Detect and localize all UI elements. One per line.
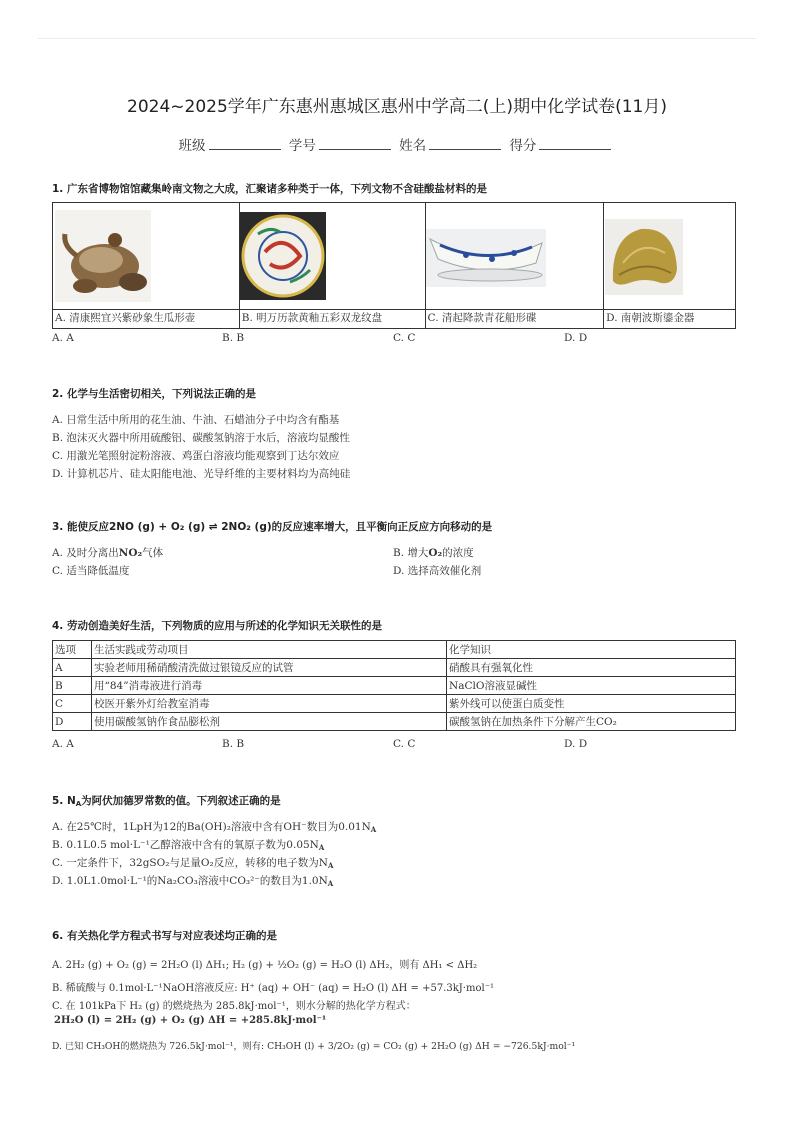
q2-option-c[interactable]: C. 用激光笔照射淀粉溶液、鸡蛋白溶液均能观察到丁达尔效应 bbox=[52, 450, 340, 462]
row-d-knowledge: 碳酸氢钠在加热条件下分解产生CO₂ bbox=[447, 713, 736, 731]
q5-na-sub: A bbox=[75, 800, 82, 808]
q5-option-b[interactable] bbox=[52, 837, 324, 852]
q1-option-d[interactable]: D. D bbox=[564, 332, 588, 344]
q5-c-text: C. 一定条件下，32gSO₂与足量O₂反应，转移的电子数为N bbox=[52, 857, 328, 869]
question-1-image-table bbox=[52, 202, 736, 329]
q5-c-sub: A bbox=[327, 861, 334, 870]
q4-option-b[interactable]: B. B bbox=[222, 738, 245, 750]
q4-option-a[interactable]: A. A bbox=[52, 738, 74, 750]
q3-b-pre: B. 增大 bbox=[393, 547, 429, 559]
row-a-label: A bbox=[53, 659, 92, 677]
q4-option-c[interactable]: C. C bbox=[393, 738, 416, 750]
q5-d-text: D. 1.0L1.0mol·L⁻¹的Na₂CO₃溶液中CO₃²⁻的数目为1.0N bbox=[52, 875, 328, 887]
q4-option-d[interactable]: D. D bbox=[564, 738, 588, 750]
boat-dish-photo bbox=[426, 229, 546, 287]
header-knowledge: 化学知识 bbox=[447, 641, 736, 659]
page-title: 2024~2025学年广东惠州惠城区惠州中学高二(上)期中化学试卷(11月) bbox=[127, 97, 667, 117]
row-b-knowledge: NaClO溶液显碱性 bbox=[447, 677, 736, 695]
q3-equation: 2NO (g) + O₂ (g) ⇌ 2NO₂ (g) bbox=[108, 521, 272, 533]
q2-option-b[interactable]: B. 泡沫灭火器中所用硫酸铝、碳酸氢钠溶于水后，溶液均显酸性 bbox=[52, 432, 350, 444]
q5-b-text: B. 0.1L0.5 mol·L⁻¹乙醇溶液中含有的氧原子数为0.05N bbox=[52, 839, 319, 851]
question-4-stem: 4. 劳动创造美好生活，下列物质的应用与所述的化学知识无关联性的是 bbox=[52, 620, 382, 632]
q3-option-b[interactable] bbox=[393, 545, 474, 560]
score-blank[interactable] bbox=[539, 137, 611, 150]
row-d-label: D bbox=[53, 713, 92, 731]
teapot-cell bbox=[53, 203, 240, 310]
q1-option-c[interactable]: C. C bbox=[393, 332, 416, 344]
q6-option-b[interactable]: B. 稀硫酸与 0.1mol·L⁻¹NaOH溶液反应: H⁺ (aq) + OH⁻ (aq) = H₂O (l) ΔH = +57.3kJ·mol⁻¹ bbox=[52, 983, 494, 994]
student-info-line bbox=[0, 134, 794, 154]
header-practice: 生活实践或劳动项目 bbox=[92, 641, 447, 659]
row-c-knowledge: 紫外线可以使蛋白质变性 bbox=[447, 695, 736, 713]
question-1-stem: 1. 广东省博物馆馆藏集岭南文物之大成，汇聚诸多种类于一体，下列文物不含硅酸盐材料的是 bbox=[52, 183, 487, 195]
q2-option-a[interactable]: A. 日常生活中所用的花生油、牛油、石蜡油分子中均含有酯基 bbox=[52, 414, 340, 426]
q5-option-a[interactable] bbox=[52, 819, 376, 834]
q3-option-d[interactable]: D. 选择高效催化剂 bbox=[393, 565, 482, 577]
q2-option-d[interactable]: D. 计算机芯片、硅太阳能电池、光导纤维的主要材料均为高纯硅 bbox=[52, 468, 351, 480]
q6-option-a[interactable]: A. 2H₂ (g) + O₂ (g) = 2H₂O (l) ΔH₁; H₂ (g) + ½O₂ (g) = H₂O (l) ΔH₂，则有 ΔH₁ < ΔH₂ bbox=[52, 960, 478, 971]
name-label: 姓名 bbox=[399, 138, 427, 154]
table-row bbox=[53, 695, 736, 713]
q5-a-sub: A bbox=[370, 825, 377, 834]
caption-a: A. 清康熙宜兴紫砂象生瓜形壶 bbox=[53, 310, 240, 329]
q5-na: N bbox=[66, 795, 76, 807]
q3-stem-post: 的反应速率增大，且平衡向正反应方向移动的是 bbox=[271, 521, 493, 533]
q5-option-c[interactable] bbox=[52, 855, 333, 870]
row-b-practice: 用“84”消毒液进行消毒 bbox=[92, 677, 447, 695]
question-5-stem bbox=[52, 793, 281, 808]
row-a-knowledge: 硝酸具有强氧化性 bbox=[447, 659, 736, 677]
q3-option-c[interactable]: C. 适当降低温度 bbox=[52, 565, 130, 577]
q3-b-post: 的浓度 bbox=[442, 547, 474, 559]
score-label: 得分 bbox=[509, 138, 537, 154]
boat-dish-cell bbox=[425, 203, 604, 310]
q3-a-pre: A. 及时分离出 bbox=[52, 547, 119, 559]
dragon-plate-photo bbox=[240, 212, 326, 300]
q3-b-chem: O₂ bbox=[428, 547, 443, 559]
caption-d: D. 南朝波斯鎏金器 bbox=[604, 310, 736, 329]
class-label: 班级 bbox=[178, 138, 206, 154]
q3-stem-pre: 3. 能使反应 bbox=[52, 521, 109, 533]
row-a-practice: 实验老师用稀硝酸清洗做过银镜反应的试管 bbox=[92, 659, 447, 677]
q3-a-post: 气体 bbox=[142, 547, 164, 559]
table-row bbox=[53, 713, 736, 731]
number-label: 学号 bbox=[288, 138, 316, 154]
gold-vessel-photo bbox=[605, 219, 683, 295]
q5-stem-pre: 5. bbox=[52, 795, 67, 807]
question-6-stem: 6. 有关热化学方程式书写与对应表述均正确的是 bbox=[52, 930, 277, 942]
top-divider bbox=[38, 38, 756, 39]
teapot-photo bbox=[55, 210, 151, 302]
header-option: 选项 bbox=[53, 641, 92, 659]
question-3-stem bbox=[52, 519, 492, 534]
q5-d-sub: A bbox=[327, 879, 334, 888]
q3-option-a[interactable] bbox=[52, 545, 163, 560]
caption-b: B. 明万历款黄釉五彩双龙纹盘 bbox=[239, 310, 425, 329]
question-4-table bbox=[52, 640, 736, 731]
table-row bbox=[53, 677, 736, 695]
q6-option-c-line2: 2H₂O (l) = 2H₂ (g) + O₂ (g) ΔH = +285.8kJ·mol⁻¹ bbox=[54, 1015, 327, 1026]
q1-option-a[interactable]: A. A bbox=[52, 332, 74, 344]
row-b-label: B bbox=[53, 677, 92, 695]
q5-stem-post: 为阿伏加德罗常数的值。下列叙述正确的是 bbox=[81, 795, 281, 807]
name-blank[interactable] bbox=[429, 137, 501, 150]
class-blank[interactable] bbox=[209, 137, 281, 150]
q5-option-d[interactable] bbox=[52, 873, 333, 888]
q3-a-chem: NO₂ bbox=[118, 547, 143, 559]
caption-c: C. 清起降款青花船形碟 bbox=[425, 310, 604, 329]
gold-vessel-cell bbox=[604, 203, 736, 310]
dragon-plate-cell bbox=[239, 203, 425, 310]
table-header-row bbox=[53, 641, 736, 659]
row-c-label: C bbox=[53, 695, 92, 713]
number-blank[interactable] bbox=[319, 137, 391, 150]
q6-option-c-line1[interactable]: C. 在 101kPa下 H₂ (g) 的燃烧热为 285.8kJ·mol⁻¹，则水分解的热化学方程式： bbox=[52, 1001, 416, 1012]
row-d-practice: 使用碳酸氢钠作食品膨松剂 bbox=[92, 713, 447, 731]
q5-b-sub: A bbox=[318, 843, 325, 852]
q6-option-d[interactable]: D. 已知 CH₃OH的燃烧热为 726.5kJ·mol⁻¹，则有: CH₃OH (l) + 3/2O₂ (g) = CO₂ (g) + 2H₂O (g) ΔH = −726.5kJ·mol⁻¹ bbox=[52, 1041, 576, 1052]
table-row bbox=[53, 659, 736, 677]
question-2-stem: 2. 化学与生活密切相关，下列说法正确的是 bbox=[52, 388, 256, 400]
row-c-practice: 校医开紫外灯给教室消毒 bbox=[92, 695, 447, 713]
q5-a-text: A. 在25℃时，1LpH为12的Ba(OH)₂溶液中含有OH⁻数目为0.01N bbox=[52, 821, 371, 833]
q1-option-b[interactable]: B. B bbox=[222, 332, 245, 344]
